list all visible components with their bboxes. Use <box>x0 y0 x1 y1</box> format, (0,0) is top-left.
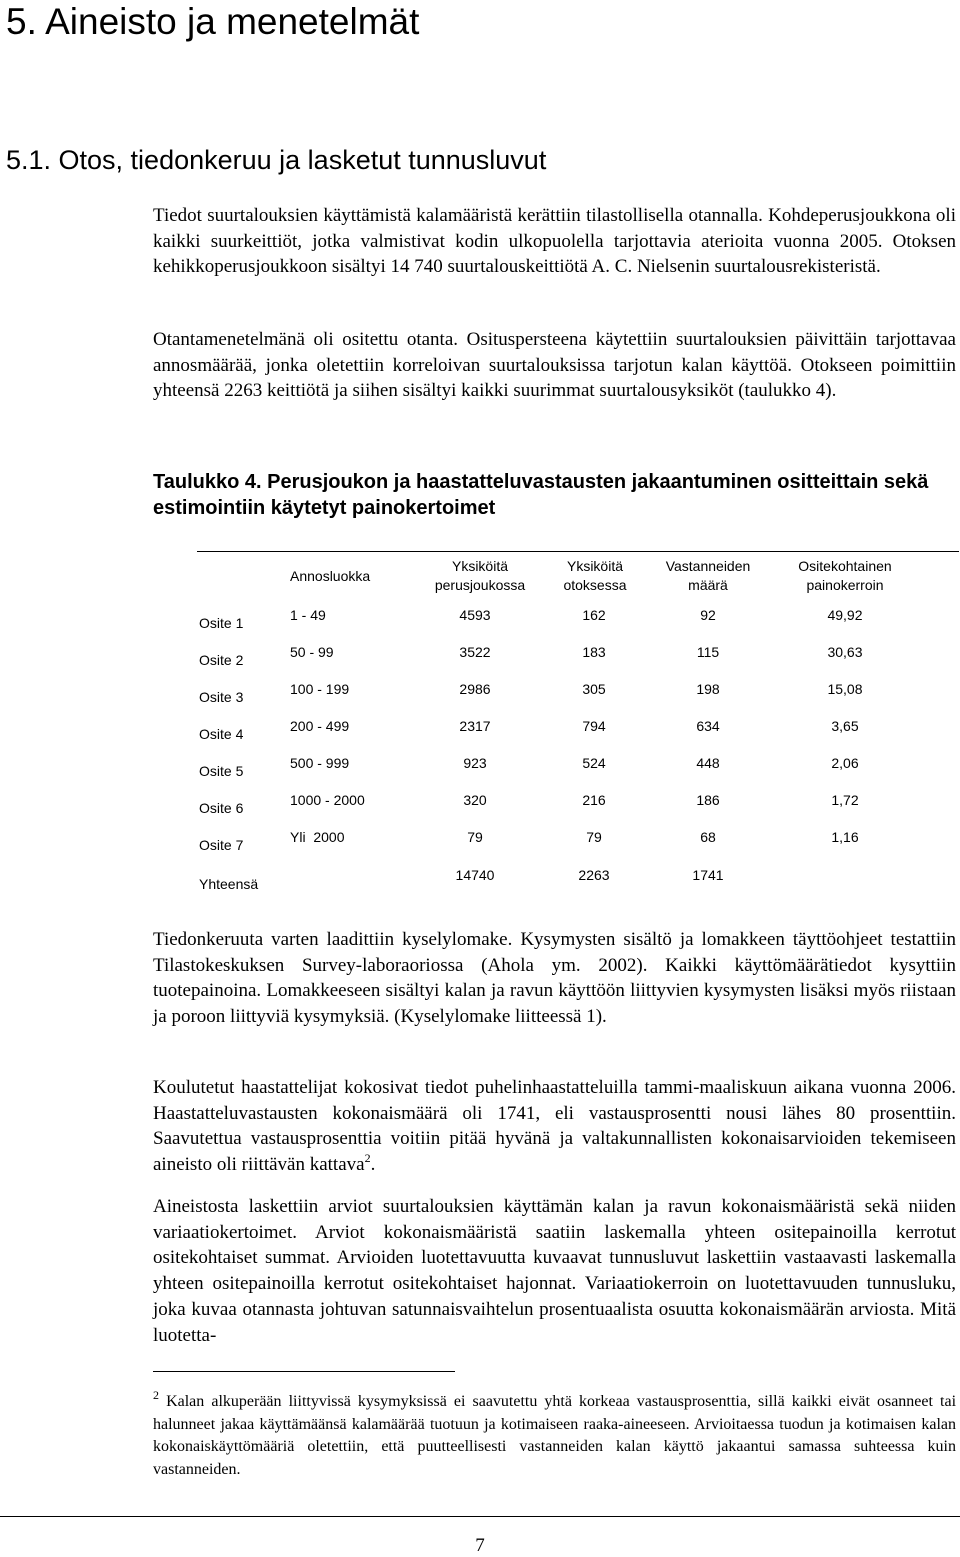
cell-perusjoukko: 3522 <box>459 644 491 660</box>
cell-annosluokka: 1 - 49 <box>290 607 326 623</box>
footnote-mark: 2 <box>153 1388 159 1402</box>
page-bottom-rule <box>0 1516 960 1517</box>
total-vastanneet: 1741 <box>692 867 724 883</box>
cell-otos: 183 <box>582 644 606 660</box>
cell-annosluokka: 100 - 199 <box>290 681 350 697</box>
cell-vastanneet: 68 <box>700 829 716 845</box>
footnote-rule <box>153 1371 455 1372</box>
paragraph-sampling-method: Otantamenetelmänä oli ositettu otanta. Osituspersteena käytettiin suurtalouksien päivittäin tarjottavaa annosmäärää, jonka oletettiin korreloivan suurtalouksissa tarjotun kalan käyttöä. Otokseen poimittiin yhteensä 2263 keittiötä ja siihen sisältyi kaikki suurimmat suurtalousyksiköt (taulukko 4). <box>153 329 956 402</box>
footnote-reference: 2 <box>364 1151 371 1166</box>
cell-annosluokka: 50 - 99 <box>290 644 334 660</box>
row-label: Osite 2 <box>199 652 244 668</box>
cell-otos: 162 <box>582 607 606 623</box>
cell-vastanneet: 92 <box>700 607 716 623</box>
cell-painokerroin: 1,16 <box>831 829 859 845</box>
cell-vastanneet: 115 <box>696 644 720 660</box>
cell-otos: 79 <box>586 829 602 845</box>
header-otos: Yksiköitä otoksessa <box>563 558 627 593</box>
total-otos: 2263 <box>578 867 610 883</box>
cell-vastanneet: 634 <box>696 718 720 734</box>
total-perusjoukko: 14740 <box>455 867 495 883</box>
cell-painokerroin: 3,65 <box>831 718 859 734</box>
cell-perusjoukko: 2986 <box>459 681 491 697</box>
cell-vastanneet: 198 <box>696 681 720 697</box>
cell-painokerroin: 1,72 <box>831 792 859 808</box>
row-label: Osite 1 <box>199 615 244 631</box>
header-painokerroin: Ositekohtainen painokerroin <box>798 558 892 593</box>
cell-annosluokka: Yli 2000 <box>290 829 345 845</box>
cell-otos: 524 <box>582 755 606 771</box>
cell-painokerroin: 49,92 <box>827 607 863 623</box>
row-label: Osite 5 <box>199 763 244 779</box>
total-label: Yhteensä <box>199 876 259 892</box>
chapter-heading: 5. Aineisto ja menetelmät <box>6 1 420 42</box>
row-label: Osite 3 <box>199 689 244 705</box>
header-perusjoukko: Yksiköitä perusjoukossa <box>434 558 526 593</box>
paragraph-estimates: Aineistosta laskettiin arviot suurtalouksien käyttämän kalan ja ravun kokonaismääristä sekä niiden variaatiokertoimet. Arviot kokonaismääristä saatiin laskemalla yhteen ositepainoilla kerrotut ositekohtaiset summat. Arvioiden luotettavuutta kuvaavat tunnusluvut laskettiin vastaavasti laskemalla yhteen ositepainoilla kerrotut ositekohtaiset hajonnat. Variaatiokerroin on luotettavuuden tunnusluku, joka kuvaa otannasta johtuvan satunnaisvaihtelun prosentuaalista osuutta kokonaismäärän arviosta. Mitä luotetta- <box>153 1196 956 1346</box>
row-label: Osite 4 <box>199 726 244 742</box>
cell-perusjoukko: 79 <box>467 829 483 845</box>
table-top-rule <box>197 551 959 552</box>
cell-annosluokka: 500 - 999 <box>290 755 350 771</box>
cell-painokerroin: 2,06 <box>831 755 859 771</box>
cell-otos: 794 <box>582 718 606 734</box>
cell-annosluokka: 1000 - 2000 <box>290 792 365 808</box>
cell-otos: 305 <box>582 681 606 697</box>
cell-perusjoukko: 2317 <box>459 718 491 734</box>
paragraph-questionnaire: Tiedonkeruuta varten laadittiin kyselylomake. Kysymysten sisältö ja lomakkeen täyttöohjeet testattiin Tilastokeskuksen Survey-laboraoriossa (Ahola ym. 2002). Kaikki käyttömäärätiedot kysyttiin tuotepainoina. Lomakkeeseen sisältyi kalan ja ravun käyttöön liittyvien kysymysten lisäksi myös riistaan ja poroon liittyviä kysymyksiä. (Kyselylomake liitteessä 1). <box>153 929 956 1028</box>
cell-painokerroin: 30,63 <box>827 644 863 660</box>
footnote-text: Kalan alkuperään liittyvissä kysymyksissä ei saavutettu yhtä korkeaa vastausprosenttia, sillä kaikki eivät osanneet tai halunneet jakaa käyttämäänsä kalamäärää tuotuun ja kotimaiseen raaka-aineeseen. Arvioitaessa tuodun ja kotimaisen kalan kokonaiskäyttömääriä oletettiin, että puutteellisesti vastanneiden kalan käyttö jakaantui samassa suhteessa kuin vastanneiden. <box>153 1393 957 1478</box>
header-annosluokka: Annosluokka <box>290 568 371 584</box>
paragraph-interviews-end: . <box>370 1154 376 1176</box>
page-number: 7 <box>475 1535 485 1556</box>
cell-vastanneet: 186 <box>696 792 720 808</box>
cell-perusjoukko: 923 <box>463 755 487 771</box>
paragraph-sampling-frame: Tiedot suurtalouksien käyttämistä kalamääristä kerättiin tilastollisella otannalla. Kohdeperusjoukkona oli kaikki suurkeittiöt, jotka valmistivat kodin ulkopuolella tarjottavia aterioita vuonna 2005. Otoksen kehikkoperusjoukkoon sisältyi 14 740 suurtalouskeittiötä A. C. Nielsenin suurtalousrekisteristä. <box>153 205 956 278</box>
row-label: Osite 6 <box>199 800 244 816</box>
section-heading: 5.1. Otos, tiedonkeruu ja lasketut tunnusluvut <box>6 145 547 175</box>
table-caption-text: Perusjoukon ja haastatteluvastausten jakaantuminen ositteittain sekä estimointiin käytetyt painokertoimet <box>153 471 929 519</box>
cell-annosluokka: 200 - 499 <box>290 718 350 734</box>
paragraph-interviews <box>153 1075 956 1178</box>
cell-perusjoukko: 320 <box>463 792 487 808</box>
table-caption <box>153 469 959 521</box>
footnote <box>153 1388 957 1481</box>
cell-perusjoukko: 4593 <box>459 607 491 623</box>
cell-otos: 216 <box>582 792 606 808</box>
cell-painokerroin: 15,08 <box>827 681 863 697</box>
header-vastanneet: Vastanneiden määrä <box>665 558 751 593</box>
paragraph-interviews-text: Koulutetut haastattelijat kokosivat tiedot puhelinhaastatteluilla tammi-maaliskuun aikana vuonna 2006. Haastatteluvastausten kokonaismäärä oli 1741, eli vastausprosentti nousi lähes 80 prosenttiin. Saavutettua vastausprosenttia voitiin pitää hyvänä ja valtakunnallisten kokonaisarvioiden tekemiseen aineisto oli riittävän kattava <box>153 1077 956 1176</box>
cell-vastanneet: 448 <box>696 755 720 771</box>
row-label: Osite 7 <box>199 837 244 853</box>
table-caption-label: Taulukko 4. <box>153 471 262 493</box>
